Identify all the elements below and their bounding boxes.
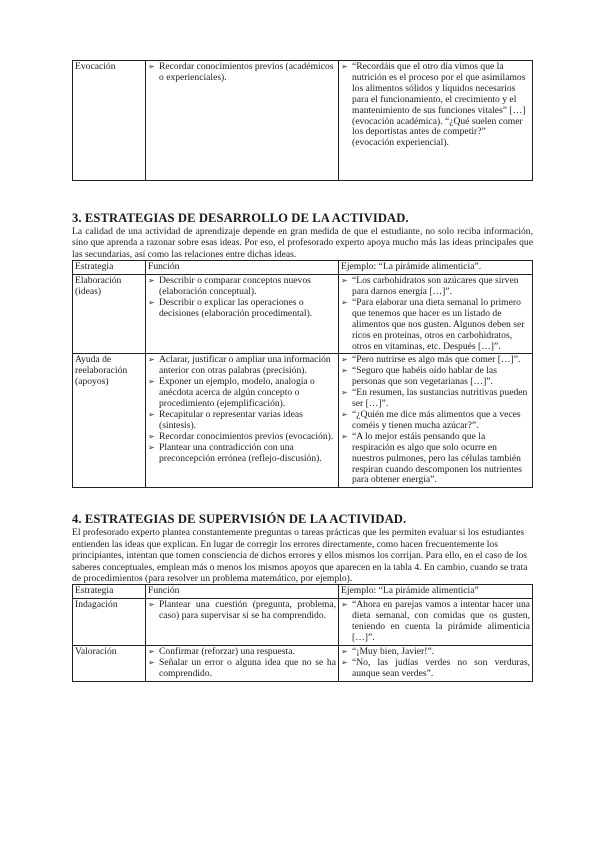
section-3-heading: 3. ESTRATEGIAS DE DESARROLLO DE LA ACTIVIDAD. xyxy=(72,211,409,225)
column-header: Función xyxy=(146,585,339,599)
table-row xyxy=(73,61,533,181)
function-cell xyxy=(146,275,339,354)
list-item: ➢ Recordar conocimientos previos (académicos o experienciales). xyxy=(148,62,336,84)
strategy-cell: Evocación xyxy=(73,61,146,181)
list-item: ➢ Describir o explicar las operaciones o decisiones (elaboración procedimental). xyxy=(148,298,336,320)
list-item: ➢ “¡Muy bien, Javier!”. xyxy=(341,647,530,658)
example-cell xyxy=(339,645,533,681)
table-row xyxy=(73,599,533,646)
evocation-table xyxy=(72,60,533,181)
list-item: ➢ Plantear una cuestión (pregunta, problema, caso) para supervisar si se ha comprendido. xyxy=(148,600,336,622)
list-item: ➢ “¿Quién me dice más alimentos que a veces coméis y tienen mucha azúcar?”. xyxy=(341,410,530,432)
list-item: ➢ “Recordáis que el otro día vimos que la nutrición es el proceso por el que asimilamos los alimentos sólidos y líquidos necesarios para el funcionamiento, el crecimiento y el mantenimiento de sus funciones vitales” […] (evocación académica). “¿Qué suelen comer los deportistas antes de competir?” (evocación experiencial). xyxy=(341,62,530,149)
example-cell xyxy=(339,61,533,181)
list-item: ➢ “Los carbohidratos son azúcares que sirven para darnos energía […]”. xyxy=(341,276,530,298)
list-item: ➢ Confirmar (reforzar) una respuesta. xyxy=(148,647,336,658)
list-item: ➢ “En resumen, las sustancias nutritivas pueden ser […]”. xyxy=(341,388,530,410)
strategy-cell: Valoración xyxy=(73,645,146,681)
function-cell xyxy=(146,645,339,681)
supervision-strategies-table xyxy=(72,584,533,681)
table-row xyxy=(73,354,533,488)
list-item: ➢ “A lo mejor estáis pensando que la respiración es algo que solo ocurre en nuestros pulmones, pero las células también respiran cuando descomponen los nutrientes para obtener energía”. xyxy=(341,432,530,487)
function-cell xyxy=(146,61,339,181)
column-header: Ejemplo: “La pirámide alimenticia”. xyxy=(339,261,533,275)
list-item: ➢ “Seguro que habéis oído hablar de las personas que son vegetarianas […]”. xyxy=(341,366,530,388)
table-header-row xyxy=(73,261,533,275)
section-4-paragraph: El profesorado experto plantea constantemente preguntas o tareas prácticas que les permiten evaluar si los estudiantes entienden las ideas que explican. En lugar de corregir los errores directamente, como hacen frecuentemente los principiantes, intentan que tomen consciencia de dichos errores y ellos mismos los corrijan. Para ello, en el caso de los saberes conceptuales, emplean más o menos los mismos apoyos que aparecen en la tabla 4. En cambio, cuando se trata de procedimientos (para resolver un problema matemático, por ejemplo). xyxy=(72,527,528,584)
example-cell xyxy=(339,354,533,488)
strategy-cell: Ayuda de reelaboración (apoyos) xyxy=(73,354,146,488)
column-header: Función xyxy=(146,261,339,275)
function-cell xyxy=(146,354,339,488)
list-item: ➢ “Para elaborar una dieta semanal lo primero que tenemos que hacer es un listado de alimentos que nos gusten. Algunos deben ser ricos en proteínas, otros en carbohidratos, otros en vitaminas, etc. Después […]”. xyxy=(341,298,530,353)
list-item: ➢ Señalar un error o alguna idea que no se ha comprendido. xyxy=(148,658,336,680)
column-header: Estrategia xyxy=(73,585,146,599)
list-item: ➢ Plantear una contradicción con una preconcepción errónea (reflejo-discusión). xyxy=(148,443,336,465)
strategy-cell: Indagación xyxy=(73,599,146,646)
column-header: Ejemplo: “La pirámide alimenticia” xyxy=(339,585,533,599)
list-item: ➢ “Pero nutrirse es algo más que comer […]”. xyxy=(341,355,530,366)
list-item: ➢ “Ahora en parejas vamos a intentar hacer una dieta semanal, con comidas que os gusten, teniendo en cuenta la pirámide alimenticia […]”. xyxy=(341,600,530,644)
list-item: ➢ Recordar conocimientos previos (evocación). xyxy=(148,432,336,443)
list-item: ➢ Recapitular o representar varias ideas (síntesis). xyxy=(148,410,336,432)
function-cell xyxy=(146,599,339,646)
section-4-heading: 4. ESTRATEGIAS DE SUPERVISIÓN DE LA ACTIVIDAD. xyxy=(72,512,407,527)
development-strategies-table xyxy=(72,260,533,488)
column-header: Estrategia xyxy=(73,261,146,275)
list-item: ➢ Aclarar, justificar o ampliar una información anterior con otras palabras (precisión). xyxy=(148,355,336,377)
list-item: ➢ “No, las judías verdes no son verduras, aunque sean verdes”. xyxy=(341,658,530,680)
example-cell xyxy=(339,275,533,354)
document-page xyxy=(72,60,533,682)
section-3-paragraph: La calidad de una actividad de aprendizaje depende en gran medida de que el estudiante, no solo reciba información, sino que aprenda a razonar sobre esas ideas. Por eso, el profesorado experto apoya mucho más las ideas principales que las secundarias, así como las relaciones entre dichas ideas. xyxy=(72,226,533,260)
table-header-row xyxy=(73,585,533,599)
example-cell xyxy=(339,599,533,646)
table-row xyxy=(73,275,533,354)
strategy-cell: Elaboración (ideas) xyxy=(73,275,146,354)
list-item: ➢ Exponer un ejemplo, modelo, analogía o anécdota acerca de algún concepto o procedimiento (ejemplificación). xyxy=(148,377,336,410)
table-row xyxy=(73,645,533,681)
list-item: ➢ Describir o comparar conceptos nuevos (elaboración conceptual). xyxy=(148,276,336,298)
